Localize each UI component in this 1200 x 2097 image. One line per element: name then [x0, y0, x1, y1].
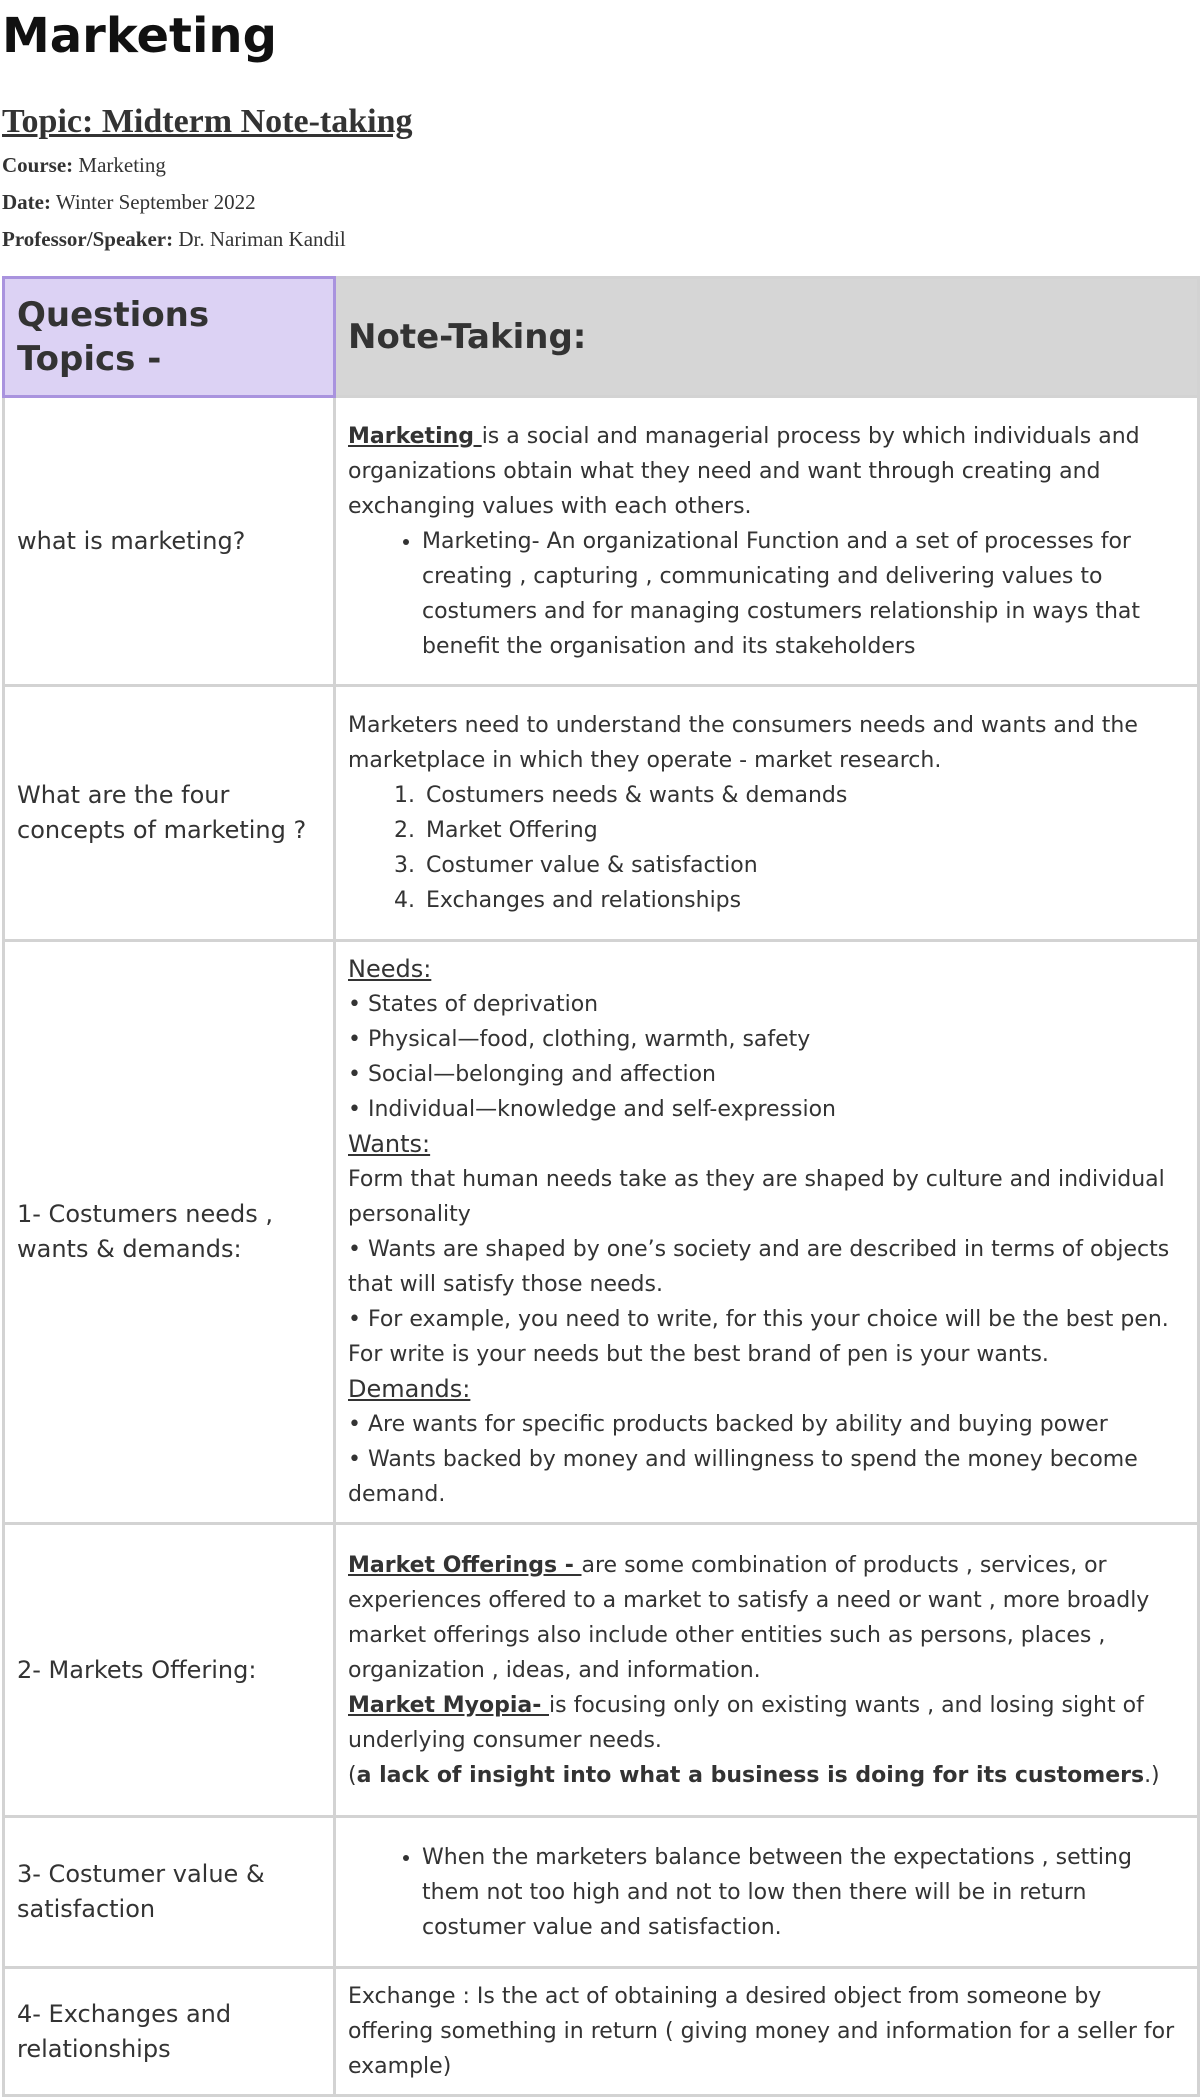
bullet-list — [348, 524, 1185, 664]
definition-text: is focusing only on existing wants , and losing sight of underlying consumer needs. — [348, 1692, 1144, 1753]
list-item: • Marketing- An organizational Function and a set of processes for creating , capturing , communicating and delivering values to costumers and for managing costumers relationship in ways that benefit the organisation and its stakeholders — [422, 524, 1185, 664]
table-row — [4, 1817, 1199, 1968]
topic-heading: Topic: Midterm Note-taking — [2, 103, 413, 140]
professor-value: Dr. Nariman Kandil — [173, 227, 346, 251]
note-paragraph: Marketers need to understand the consumers needs and wants and the marketplace in which they operate - market research. — [348, 713, 1138, 773]
table-row — [4, 686, 1199, 941]
question-cell: 3- Costumer value & satisfaction — [4, 1817, 335, 1968]
note-paragraph — [348, 419, 1185, 524]
wants-intro: Form that human needs take as they are shaped by culture and individual personality — [348, 1167, 1165, 1227]
definition-text: is a social and managerial process by which individuals and organizations obtain what they need and want through creating and exchanging values with each others. — [348, 423, 1140, 519]
professor-line — [2, 225, 346, 253]
numbered-list — [348, 778, 1185, 918]
question-cell: What are the four concepts of marketing ? — [4, 686, 335, 941]
note-cell — [335, 397, 1199, 686]
wants-line: • Wants are shaped by one’s society and are described in terms of objects that will satisfy those needs. — [348, 1237, 1170, 1297]
demands-line: • Wants backed by money and willingness to spend the money become demand. — [348, 1447, 1138, 1507]
note-cell — [335, 1524, 1199, 1817]
needs-heading: Needs: — [348, 955, 432, 983]
table-row — [4, 1968, 1199, 2096]
note-cell — [335, 941, 1199, 1524]
course-value: Marketing — [73, 153, 166, 177]
question-cell: 4- Exchanges and relationships — [4, 1968, 335, 2096]
needs-line: • Social—belonging and affection — [348, 1062, 716, 1087]
needs-line: • Individual—knowledge and self-expression — [348, 1097, 836, 1122]
demands-line: • Are wants for specific products backed by ability and buying power — [348, 1412, 1108, 1437]
document-title: Marketing — [2, 8, 277, 64]
term-market-myopia: Market Myopia- — [348, 1692, 549, 1718]
notes-column-header: Note-Taking: — [335, 278, 1199, 397]
note-cell — [335, 686, 1199, 941]
list-item: 4. Exchanges and relationships — [422, 883, 1185, 918]
question-cell: 2- Markets Offering: — [4, 1524, 335, 1817]
note-cell — [335, 1817, 1199, 1968]
list-item: 3. Costumer value & satisfaction — [422, 848, 1185, 883]
definition-text: are some combination of products , services, or experiences offered to a market to satisfy a need or want , more broadly market offerings also include other entities such as persons, places , organization , ideas, and information. — [348, 1552, 1150, 1683]
bullet-list — [348, 1840, 1185, 1945]
date-line — [2, 188, 256, 216]
date-value: Winter September 2022 — [50, 190, 256, 214]
course-line — [2, 151, 166, 179]
notes-table — [2, 276, 1200, 2097]
questions-column-header: Questions Topics - — [4, 278, 335, 397]
note-cell — [335, 1968, 1199, 2096]
needs-line: • States of deprivation — [348, 992, 599, 1017]
needs-line: • Physical—food, clothing, warmth, safety — [348, 1027, 811, 1052]
question-cell: what is marketing? — [4, 397, 335, 686]
note-paragraph — [348, 1548, 1185, 1688]
table-row — [4, 1524, 1199, 1817]
demands-heading: Demands: — [348, 1375, 471, 1403]
course-label: Course: — [2, 153, 74, 177]
wants-heading: Wants: — [348, 1130, 431, 1158]
wants-line: • For example, you need to write, for this your choice will be the best pen. For write is your needs but the best brand of pen is your wants. — [348, 1307, 1169, 1367]
question-cell: 1- Costumers needs , wants & demands: — [4, 941, 335, 1524]
table-header-row — [4, 278, 1199, 397]
note-paragraph — [348, 1688, 1185, 1758]
note-paragraph: Exchange : Is the act of obtaining a desired object from someone by offering something in return ( giving money and information for a seller for example) — [348, 1984, 1175, 2079]
table-row — [4, 941, 1199, 1524]
list-item: • When the marketers balance between the expectations , setting them not too high and not to low then there will be in return costumer value and satisfaction. — [422, 1840, 1185, 1945]
paren-close: .) — [1144, 1762, 1160, 1788]
term-marketing: Marketing — [348, 423, 482, 449]
term-market-offerings: Market Offerings - — [348, 1552, 582, 1578]
note-paragraph — [348, 1758, 1185, 1793]
list-item: 1. Costumers needs & wants & demands — [422, 778, 1185, 813]
list-item: 2. Market Offering — [422, 813, 1185, 848]
professor-label: Professor/Speaker: — [2, 227, 174, 251]
table-row — [4, 397, 1199, 686]
bold-note: a lack of insight into what a business is doing for its customers — [356, 1762, 1145, 1788]
date-label: Date: — [2, 190, 51, 214]
paren-open: ( — [348, 1762, 357, 1788]
